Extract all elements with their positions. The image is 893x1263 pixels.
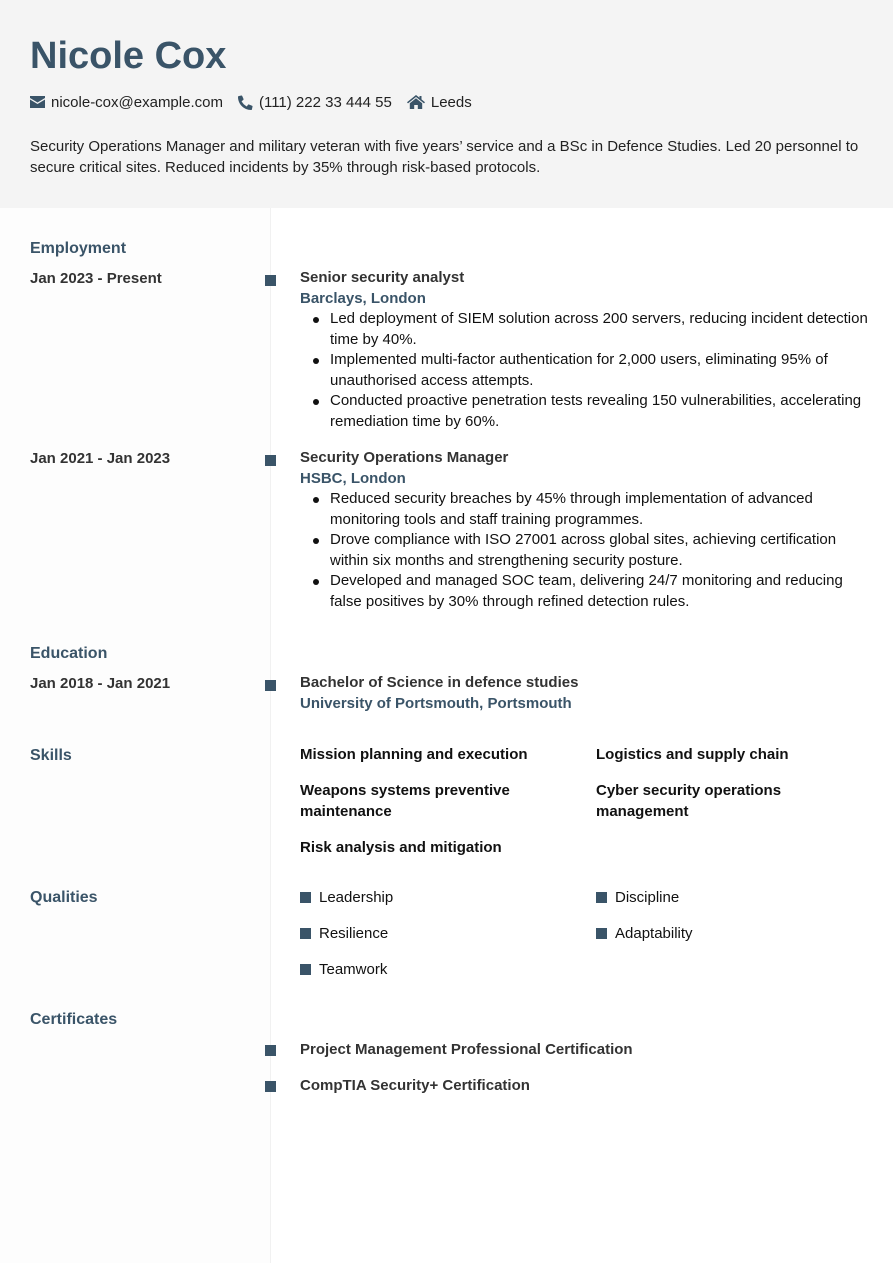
job-company: Barclays, London <box>300 290 426 307</box>
square-bullet-icon <box>300 928 311 939</box>
quality-label: Resilience <box>319 925 389 942</box>
quality-item <box>300 959 596 980</box>
timeline-marker <box>265 1045 276 1056</box>
job-title: Senior security analyst <box>300 269 465 286</box>
quality-label: Teamwork <box>319 961 388 978</box>
home-icon <box>407 95 425 109</box>
timeline-marker <box>265 275 276 286</box>
job-company: HSBC, London <box>300 470 406 487</box>
degree-title: Bachelor of Science in defence studies <box>300 674 579 691</box>
quality-label: Leadership <box>319 889 394 906</box>
job-bullets <box>300 309 870 432</box>
profile-summary: Security Operations Manager and military veteran with five years’ service and a BSc in Defence Studies. Led 20 personnel to secure critical sites. Reduced incidents by 35% through risk-based protocols. <box>30 138 859 176</box>
contact-email[interactable] <box>30 94 223 111</box>
job-bullet: Reduced security breaches by 45% through implementation of advanced monitoring tools and staff training programmes. <box>300 489 870 530</box>
job-entry <box>300 267 870 432</box>
job-bullet: Led deployment of SIEM solution across 200 servers, reducing incident detection time by 40%. <box>300 309 870 350</box>
job-title: Security Operations Manager <box>300 449 509 466</box>
phone-text: (111) 222 33 444 55 <box>258 93 392 111</box>
skill-item: Mission planning and execution <box>300 746 528 763</box>
job-bullet: Drove compliance with ISO 27001 across global sites, achieving certification within six months and strengthening security posture. <box>300 530 870 571</box>
resume-header <box>0 0 893 208</box>
skills-grid <box>300 744 870 858</box>
quality-item <box>596 923 870 944</box>
job-bullets <box>300 489 870 612</box>
job-bullet: Developed and managed SOC team, delivering 24/7 monitoring and reducing false positives by 30% through refined detection rules. <box>300 571 870 612</box>
left-column-divider <box>0 208 271 1263</box>
quality-item <box>300 923 596 944</box>
job-entry <box>300 447 870 612</box>
skill-item: Risk analysis and mitigation <box>300 839 502 856</box>
section-title-employment: Employment <box>30 240 127 257</box>
quality-label: Adaptability <box>615 925 693 942</box>
certificate-item: Project Management Professional Certification <box>300 1041 633 1058</box>
job-dates: Jan 2021 - Jan 2023 <box>30 450 171 467</box>
section-title-education: Education <box>30 645 108 662</box>
contact-bar <box>30 92 863 112</box>
square-bullet-icon <box>300 964 311 975</box>
timeline-marker <box>265 1081 276 1092</box>
quality-label: Discipline <box>615 889 680 906</box>
timeline-marker <box>265 680 276 691</box>
certificate-item: CompTIA Security+ Certification <box>300 1077 530 1094</box>
square-bullet-icon <box>596 892 607 903</box>
section-title-qualities: Qualities <box>30 889 98 906</box>
square-bullet-icon <box>596 928 607 939</box>
qualities-grid <box>300 887 870 980</box>
envelope-icon <box>30 96 45 108</box>
contact-location <box>407 94 472 111</box>
job-dates: Jan 2023 - Present <box>30 270 162 287</box>
section-title-certificates: Certificates <box>30 1011 118 1028</box>
quality-item <box>300 887 596 908</box>
location-text: Leeds <box>430 93 472 111</box>
education-dates: Jan 2018 - Jan 2021 <box>30 675 171 692</box>
square-bullet-icon <box>300 892 311 903</box>
job-bullet: Implemented multi-factor authentication for 2,000 users, eliminating 95% of unauthorised access attempts. <box>300 350 870 391</box>
skill-item: Cyber security operations management <box>596 782 782 820</box>
education-entry <box>300 672 870 714</box>
phone-icon <box>238 95 253 110</box>
timeline-marker <box>265 455 276 466</box>
job-bullet: Conducted proactive penetration tests revealing 150 vulnerabilities, accelerating remediation time by 60%. <box>300 391 870 432</box>
skill-item: Logistics and supply chain <box>596 746 789 763</box>
section-title-skills: Skills <box>30 747 72 764</box>
skill-item: Weapons systems preventive maintenance <box>300 782 510 820</box>
contact-phone[interactable] <box>238 94 392 111</box>
email-text: nicole-cox@example.com <box>51 93 223 111</box>
quality-item <box>596 887 870 908</box>
school-name: University of Portsmouth, Portsmouth <box>300 695 572 712</box>
candidate-name: Nicole Cox <box>30 35 227 77</box>
